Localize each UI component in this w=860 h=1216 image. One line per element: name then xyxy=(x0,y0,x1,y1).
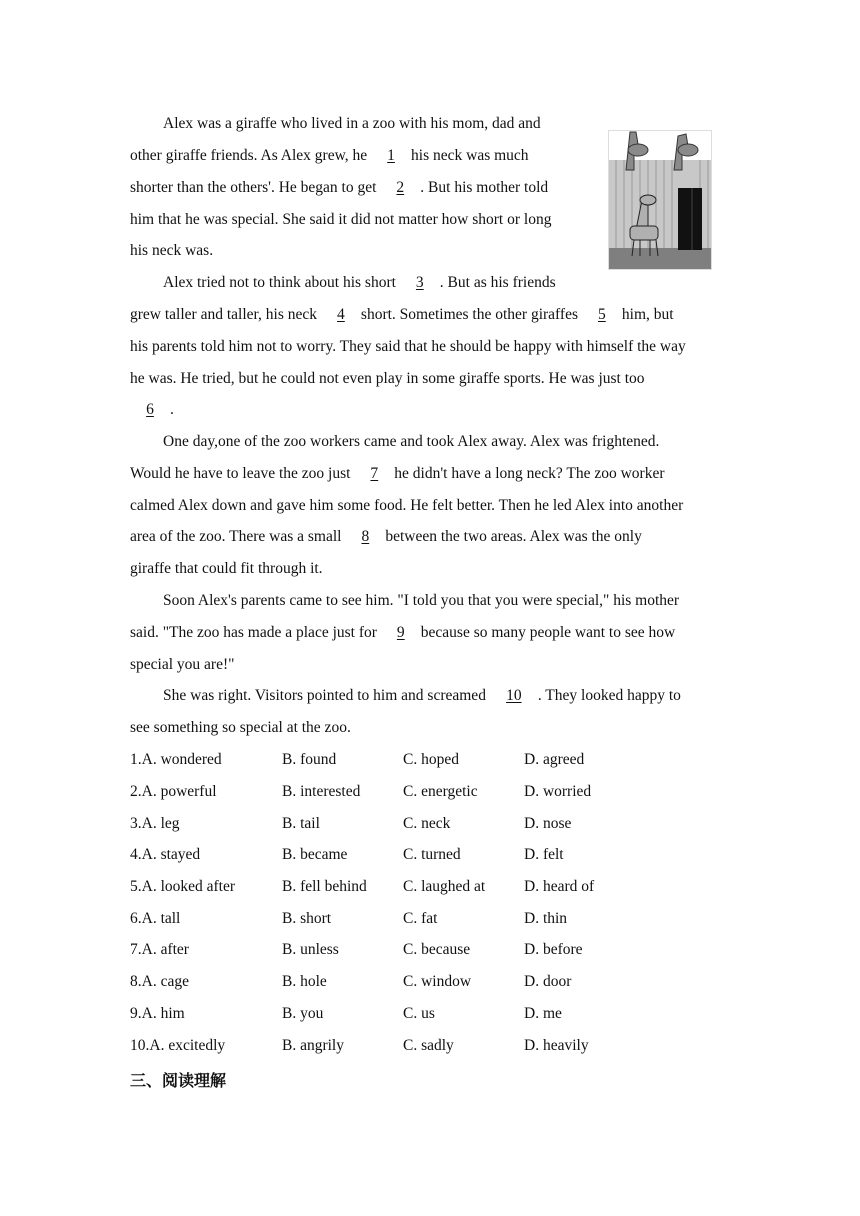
option-d: D. nose xyxy=(524,815,572,832)
option-a: 4.A. stayed xyxy=(130,846,201,863)
option-d: D. door xyxy=(524,973,572,990)
passage-line: She was right. Visitors pointed to him and screamed 10 . They looked happy to xyxy=(163,687,681,704)
passage-line: Alex was a giraffe who lived in a zoo with his mom, dad and xyxy=(163,115,541,132)
passage-line: his neck was. xyxy=(130,242,214,259)
blank-10: 10 xyxy=(506,687,522,704)
blank-7: 7 xyxy=(370,465,379,482)
passage-line: area of the zoo. There was a small 8 between the two areas. Alex was the only xyxy=(130,528,642,545)
option-a: 3.A. leg xyxy=(130,815,180,832)
option-a: 2.A. powerful xyxy=(130,783,217,800)
passage-line: calmed Alex down and gave him some food. He felt better. Then he led Alex into another xyxy=(130,497,684,514)
option-c: C. sadly xyxy=(403,1037,454,1054)
option-a: 7.A. after xyxy=(130,941,189,958)
option-d: D. heavily xyxy=(524,1037,589,1054)
option-b: B. found xyxy=(282,751,337,768)
blank-6: 6 xyxy=(146,401,154,418)
passage-line: his parents told him not to worry. They said that he should be happy with himself the way xyxy=(130,338,686,355)
option-b: B. fell behind xyxy=(282,878,367,895)
passage-line: shorter than the others'. He began to get 2 . But his mother told xyxy=(130,179,549,196)
passage-line: see something so special at the zoo. xyxy=(130,719,351,736)
option-c: C. laughed at xyxy=(403,878,486,895)
option-d: D. thin xyxy=(524,910,568,927)
option-a: 6.A. tall xyxy=(130,910,181,927)
passage-line: 6 . xyxy=(130,400,174,420)
passage-line: other giraffe friends. As Alex grew, he 1 his neck was much xyxy=(130,147,529,164)
option-c: C. turned xyxy=(403,846,461,863)
passage-line: Soon Alex's parents came to see him. "I told you that you were special," his mother xyxy=(163,592,680,609)
option-a: 9.A. him xyxy=(130,1005,185,1022)
passage-line: giraffe that could fit through it. xyxy=(130,560,323,577)
passage-line: him that he was special. She said it did not matter how short or long xyxy=(130,211,552,228)
option-a: 8.A. cage xyxy=(130,973,189,990)
giraffe-illustration xyxy=(608,130,712,270)
option-c: C. neck xyxy=(403,815,451,832)
option-b: B. you xyxy=(282,1005,324,1022)
option-d: D. before xyxy=(524,941,583,958)
blank-3: 3 xyxy=(415,274,424,291)
option-b: B. short xyxy=(282,910,332,927)
option-c: C. because xyxy=(403,941,471,958)
option-a: 1.A. wondered xyxy=(130,751,222,768)
option-b: B. angrily xyxy=(282,1037,344,1054)
passage-line: he was. He tried, but he could not even play in some giraffe sports. He was just too xyxy=(130,370,645,387)
option-a: 10.A. excitedly xyxy=(130,1037,226,1054)
option-d: D. worried xyxy=(524,783,592,800)
option-b: B. interested xyxy=(282,783,361,800)
blank-2: 2 xyxy=(396,179,405,196)
section-heading: 三、阅读理解 xyxy=(130,1071,227,1090)
passage-line: Alex tried not to think about his short 3 . But as his friends xyxy=(163,274,556,291)
blank-4: 4 xyxy=(337,306,345,323)
option-c: C. energetic xyxy=(403,783,478,800)
passage-line: special you are!" xyxy=(130,656,235,673)
option-b: B. became xyxy=(282,846,348,863)
option-d: D. me xyxy=(524,1005,562,1022)
option-d: D. felt xyxy=(524,846,564,863)
option-b: B. unless xyxy=(282,941,339,958)
option-b: B. hole xyxy=(282,973,327,990)
option-b: B. tail xyxy=(282,815,320,832)
option-c: C. fat xyxy=(403,910,438,927)
option-d: D. agreed xyxy=(524,751,585,768)
passage-line: Would he have to leave the zoo just 7 he didn't have a long neck? The zoo worker xyxy=(130,465,665,482)
option-d: D. heard of xyxy=(524,878,595,895)
option-a: 5.A. looked after xyxy=(130,878,236,895)
passage-line: grew taller and taller, his neck 4 short. Sometimes the other giraffes 5 him, but xyxy=(130,306,674,323)
option-c: C. hoped xyxy=(403,751,459,768)
passage-line: said. "The zoo has made a place just for 9 because so many people want to see how xyxy=(130,624,676,641)
option-c: C. window xyxy=(403,973,472,990)
blank-1: 1 xyxy=(387,147,395,164)
blank-5: 5 xyxy=(598,306,606,323)
blank-9: 9 xyxy=(396,624,405,641)
blank-8: 8 xyxy=(361,528,370,545)
passage-line: One day,one of the zoo workers came and took Alex away. Alex was frightened. xyxy=(163,433,660,450)
option-c: C. us xyxy=(403,1005,435,1022)
